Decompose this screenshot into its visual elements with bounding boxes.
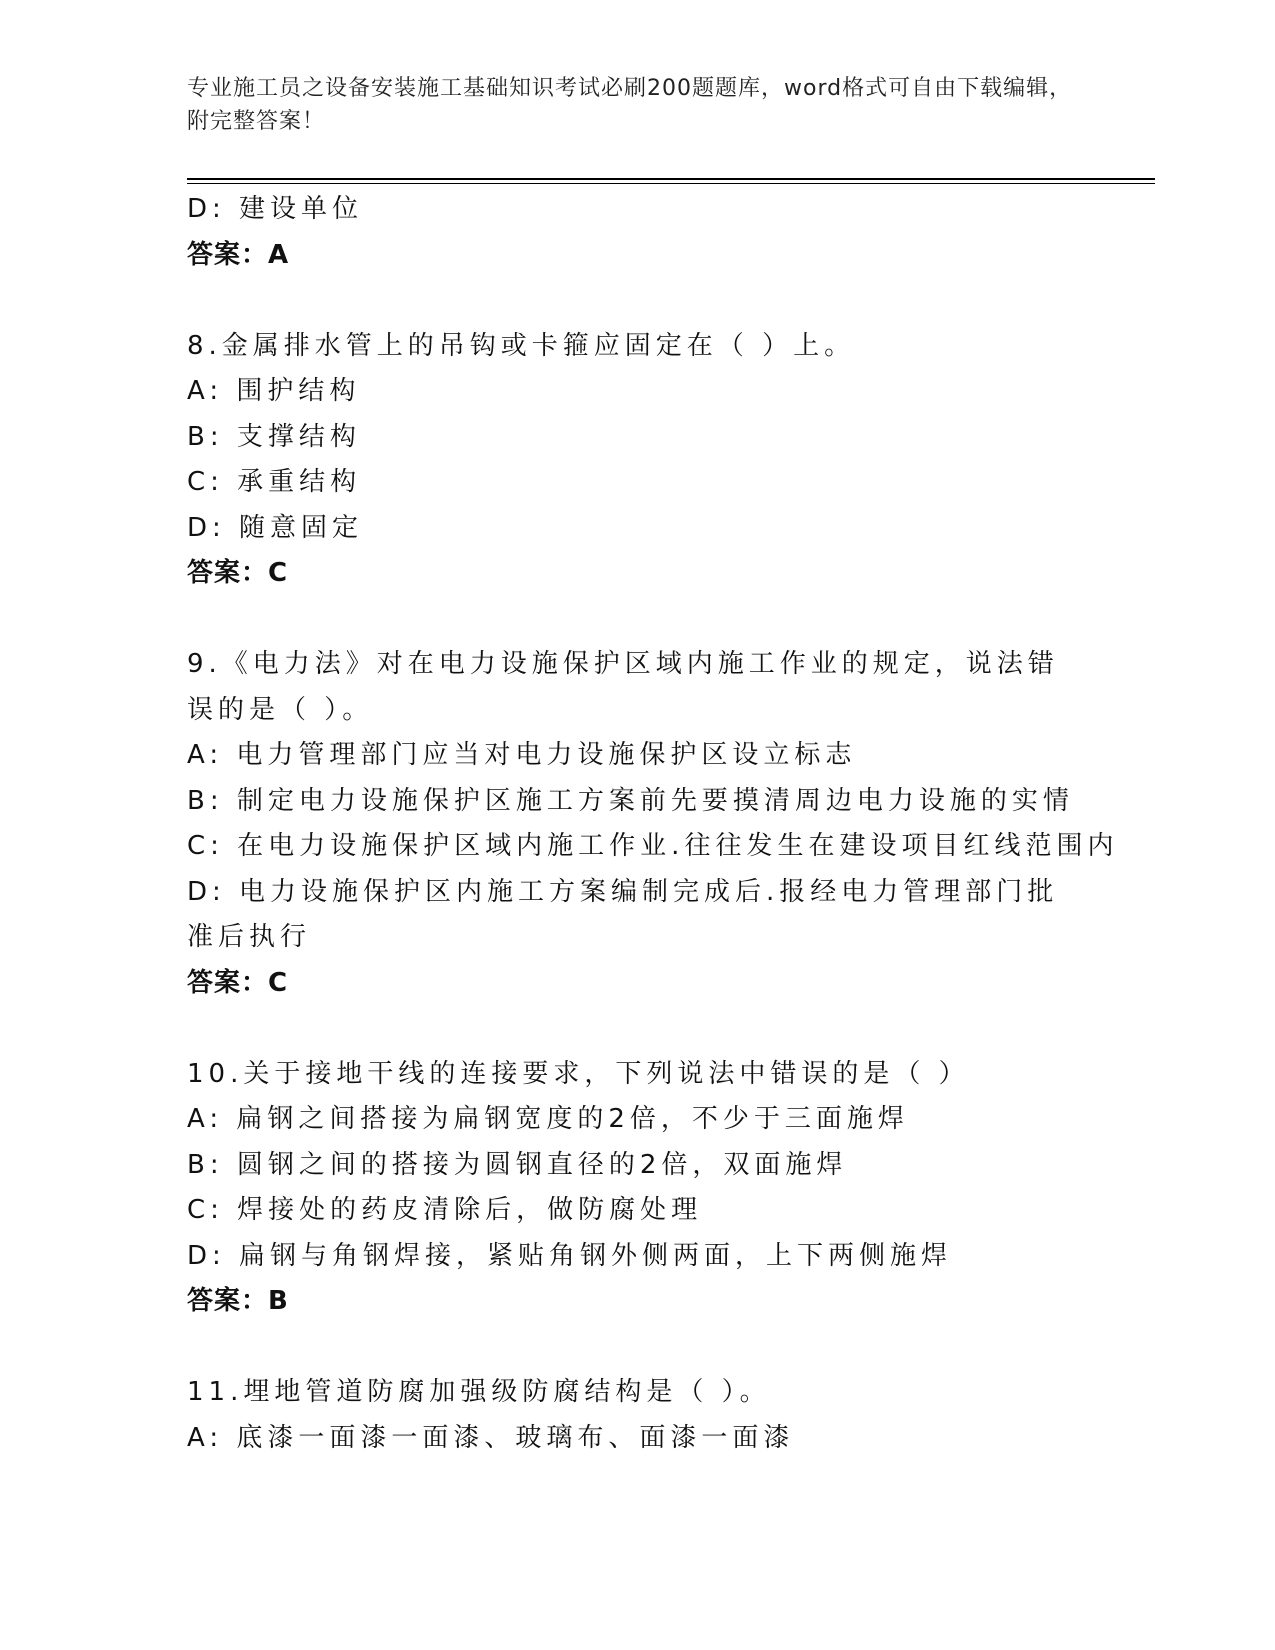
answer-text: 答案：B	[187, 1286, 289, 1316]
option-text: C: 焊接处的药皮清除后，做防腐处理	[187, 1195, 703, 1225]
option-text: D: 随意固定	[187, 512, 364, 543]
option-text: C: 在电力设施保护区域内施工作业.往往发生在建设项目红线范围内	[187, 831, 1119, 861]
question-stem: 8.金属排水管上的吊钩或卡箍应固定在（ ）上。	[187, 330, 856, 361]
answer-text: 答案：C	[187, 558, 289, 588]
option-text: A: 底漆一面漆一面漆、玻璃布、面漆一面漆	[187, 1422, 795, 1453]
document-header: 专业施工员之设备安装施工基础知识考试必刷200题题库，word格式可自由下载编辑，附完整答案！	[187, 76, 1073, 134]
question-block	[187, 1052, 1067, 1325]
answer-text: 答案：A	[187, 239, 290, 270]
answer-text: 答案：C	[187, 967, 289, 998]
option-text: B: 支撑结构	[187, 421, 361, 452]
option-text: C: 承重结构	[187, 467, 362, 497]
option-text: B: 圆钢之间的搭接为圆钢直径的2倍，双面施焊	[187, 1149, 848, 1180]
option-text: A: 围护结构	[187, 376, 361, 406]
header-divider-thin	[187, 183, 1155, 184]
question-block	[187, 642, 1119, 1006]
option-text: A: 电力管理部门应当对电力设施保护区设立标志	[187, 740, 857, 770]
option-text: D: 扁钢与角钢焊接，紧贴角钢外侧两面，上下两侧施焊	[187, 1240, 953, 1271]
option-text: A: 扁钢之间搭接为扁钢宽度的2倍，不少于三面施焊	[187, 1104, 909, 1134]
question-stem: 11.埋地管道防腐加强级防腐结构是（ ）。	[187, 1377, 771, 1407]
question-stem: 10.关于接地干线的连接要求，下列说法中错误的是（ ）	[187, 1058, 970, 1089]
option-text: B: 制定电力设施保护区施工方案前先要摸清周边电力设施的实情	[187, 785, 1074, 816]
question-block	[187, 1370, 1067, 1461]
question-block	[187, 324, 1067, 597]
option-text: D: 电力设施保护区内施工方案编制完成后.报经电力管理部门批准后执行	[187, 876, 1059, 952]
question-list	[187, 187, 1119, 1461]
question-stem: 9.《电力法》对在电力设施保护区域内施工作业的规定，说法错误的是（ ）。	[187, 649, 1059, 725]
option-text: D: 建设单位	[187, 194, 364, 224]
header-divider-thick	[187, 178, 1155, 180]
